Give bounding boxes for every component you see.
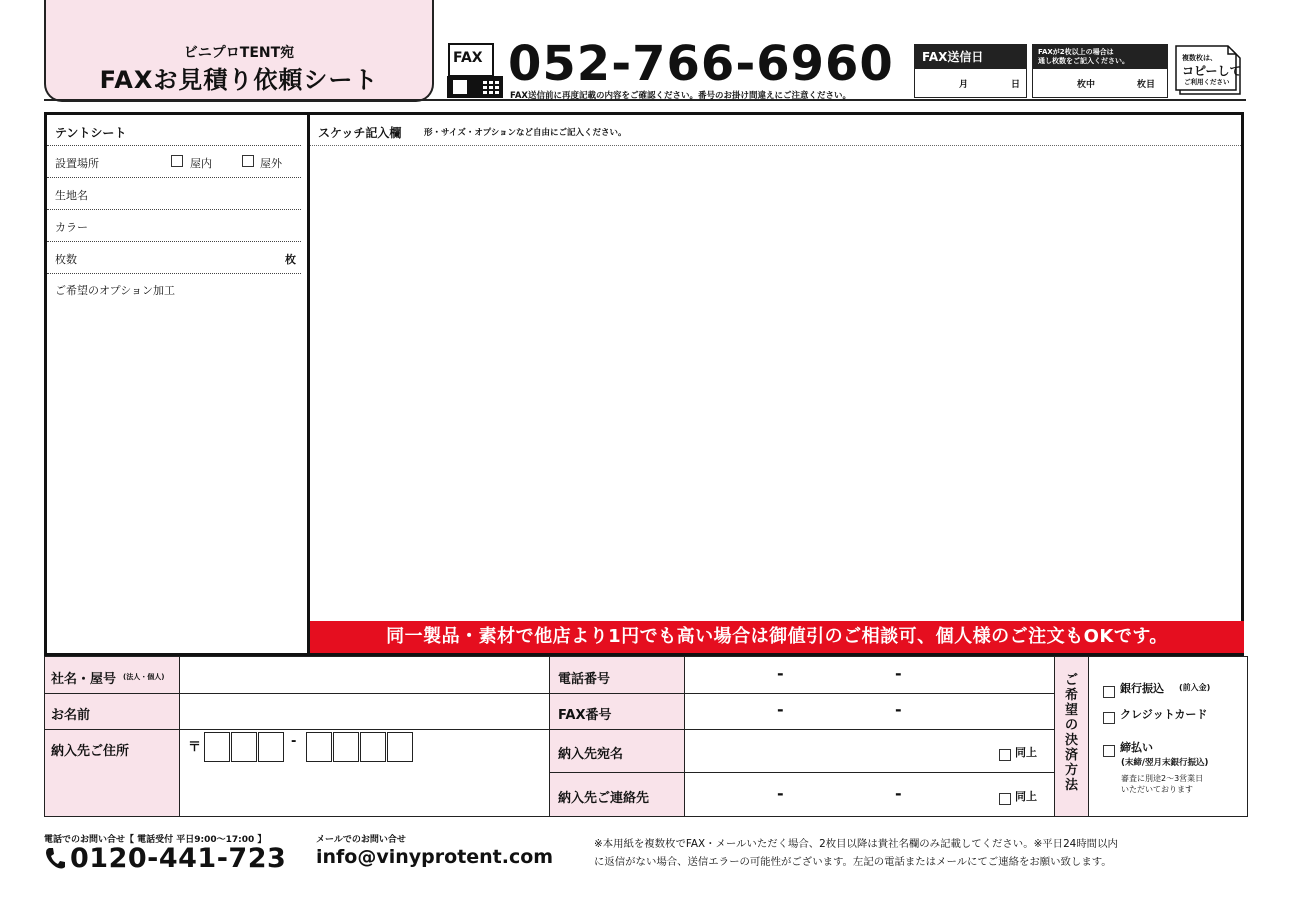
name-field[interactable] (180, 694, 550, 730)
company-field[interactable] (180, 657, 550, 694)
location-label: 設置場所 (55, 157, 99, 170)
address-label: 納入先ご住所 (51, 744, 130, 759)
count-row[interactable] (47, 242, 301, 274)
phone-dash: - (777, 664, 784, 683)
card-label: クレジットカード (1120, 708, 1208, 721)
price-match-banner: 同一製品・素材で他店より1円でも高い場合は御値引のご相談可、個人様のご注文もOKです。 (310, 621, 1244, 653)
company-label: 社名・屋号 (51, 672, 117, 687)
bank-checkbox[interactable] (1103, 681, 1115, 700)
footer-note (594, 835, 1118, 871)
fax-dash: - (777, 700, 784, 719)
footer-note-line1: ※本用紙を複数枚でFAX・メールいただく場合、2枚目以降は貴社名欄のみ記載してください。※平日24時間以内 (594, 838, 1118, 850)
payment-title: ご希望の決済方法 (1065, 673, 1079, 793)
checkbox-icon (1103, 712, 1115, 724)
deferred-label: 締払い (1120, 741, 1153, 754)
contact-dash: - (777, 784, 784, 803)
mail-address[interactable]: info@vinyprotent.com (316, 846, 554, 868)
options-label: ご希望のオプション加工 (55, 284, 176, 297)
fax-field[interactable] (685, 694, 1055, 730)
checkbox-icon (1103, 745, 1115, 757)
page-number-label: 枚目 (1137, 80, 1156, 90)
fax-label: FAX番号 (558, 708, 612, 723)
location-row (47, 146, 301, 178)
contact-label-cell (550, 773, 685, 816)
review-note-line1: 審査に別途2〜3営業日 (1121, 774, 1204, 783)
postal-digit-box[interactable] (387, 732, 413, 762)
company-label-cell (45, 657, 180, 694)
color-label: カラー (55, 221, 88, 234)
checkbox-icon (1103, 686, 1115, 698)
phone-field[interactable] (685, 657, 1055, 694)
day-label: 日 (1011, 80, 1021, 90)
phone-number[interactable]: 0120-441-723 (70, 843, 287, 874)
contact-field[interactable] (685, 773, 1055, 816)
title-sub: ビニプロTENT宛 (183, 45, 295, 61)
page-title: FAXお見積り依頼シート (99, 66, 379, 94)
tent-sheet-title: テントシート (55, 126, 127, 140)
sketch-area[interactable] (310, 146, 1241, 620)
contact-same-checkbox[interactable] (999, 788, 1011, 807)
fax-sent-date-box (914, 44, 1027, 98)
card-checkbox[interactable] (1103, 707, 1115, 726)
mail-contact-label: メールでのお問い合せ (316, 835, 406, 845)
fax-note: FAX送信前に再度記載の内容をご確認ください。番号のお掛け間違えにご注意ください。 (510, 91, 851, 101)
bank-note: (前入金) (1179, 683, 1211, 692)
outdoor-label: 屋外 (260, 157, 282, 170)
name-label-cell (45, 694, 180, 730)
deferred-note: (末締/翌月末銀行振込) (1121, 758, 1209, 768)
month-label: 月 (959, 80, 969, 90)
outdoor-checkbox[interactable] (242, 154, 254, 167)
copy-note-box (1174, 44, 1246, 96)
checkbox-icon (999, 749, 1011, 761)
copy-note-line1: 複数枚は、 (1182, 54, 1217, 62)
payment-title-cell (1055, 657, 1089, 816)
fax-number: 052-766-6960 (508, 36, 894, 92)
postal-digit-box[interactable] (204, 732, 230, 762)
fabric-row[interactable] (47, 178, 301, 210)
postal-digit-box[interactable] (258, 732, 284, 762)
fax-dash: - (895, 700, 902, 719)
phone-label: 電話番号 (558, 672, 611, 687)
title-tab (44, 0, 434, 102)
checkbox-icon (999, 793, 1011, 805)
postal-digit-box[interactable] (360, 732, 386, 762)
postal-mark: 〒 (188, 740, 202, 755)
pages-of-label: 枚中 (1077, 80, 1096, 90)
page-note-line1: FAXが2枚以上の場合は (1038, 48, 1114, 56)
color-row[interactable] (47, 210, 301, 242)
address-field[interactable] (180, 730, 550, 816)
fax-machine-icon (447, 42, 503, 100)
address-label-cell (45, 730, 180, 816)
phone-contact-label: 電話でのお問い合せ【 電話受付 平日9:00〜17:00 】 (44, 835, 267, 845)
fabric-label: 生地名 (55, 189, 88, 202)
name-label: お名前 (51, 708, 91, 723)
sketch-header (310, 115, 1241, 146)
page-count-box (1032, 44, 1168, 98)
tent-sheet-header (47, 115, 301, 146)
fax-label-cell (550, 694, 685, 730)
checkbox-icon (171, 155, 183, 167)
postal-digit-box[interactable] (306, 732, 332, 762)
fax-icon-label: FAX (453, 50, 483, 66)
company-note: (法人・個人) (123, 673, 165, 681)
count-unit: 枚 (285, 253, 296, 266)
copy-note-line3: ご利用ください (1184, 78, 1230, 86)
phone-icon (44, 846, 66, 874)
recipient-field[interactable] (685, 730, 1055, 773)
options-field[interactable] (47, 275, 301, 620)
page-note-line2: 通し枚数をご記入ください。 (1038, 56, 1129, 65)
footer-note-line2: に返信がない場合、送信エラーの可能性がございます。左記の電話またはメールにてご連絡をお願い致します。 (594, 856, 1112, 868)
sketch-title: スケッチ記入欄 (318, 126, 402, 140)
sketch-hint: 形・サイズ・オプションなど自由にご記入ください。 (424, 128, 627, 138)
customer-form (44, 656, 1248, 817)
deferred-checkbox[interactable] (1103, 740, 1115, 759)
phone-dash: - (895, 664, 902, 683)
postal-digit-box[interactable] (333, 732, 359, 762)
contact-dash: - (895, 784, 902, 803)
payment-options (1089, 657, 1246, 816)
recipient-same-checkbox[interactable] (999, 744, 1011, 763)
copy-note-line2: コピーして (1182, 64, 1242, 78)
checkbox-icon (242, 155, 254, 167)
contact-label: 納入先ご連絡先 (558, 791, 650, 806)
indoor-label: 屋内 (190, 157, 212, 170)
postal-dash: - (291, 734, 297, 749)
indoor-checkbox[interactable] (171, 154, 183, 167)
count-label: 枚数 (55, 253, 77, 266)
contact-same-label: 同上 (1015, 790, 1037, 803)
recipient-label: 納入先宛名 (558, 747, 624, 762)
main-frame (44, 112, 1244, 656)
phone-label-cell (550, 657, 685, 694)
bank-label: 銀行振込 (1120, 682, 1164, 695)
tent-sheet-panel (47, 115, 310, 653)
review-note-line2: いただいております (1121, 785, 1193, 794)
recipient-label-cell (550, 730, 685, 773)
postal-digit-box[interactable] (231, 732, 257, 762)
recipient-same-label: 同上 (1015, 746, 1037, 759)
fax-sent-date-title: FAX送信日 (915, 45, 1026, 69)
